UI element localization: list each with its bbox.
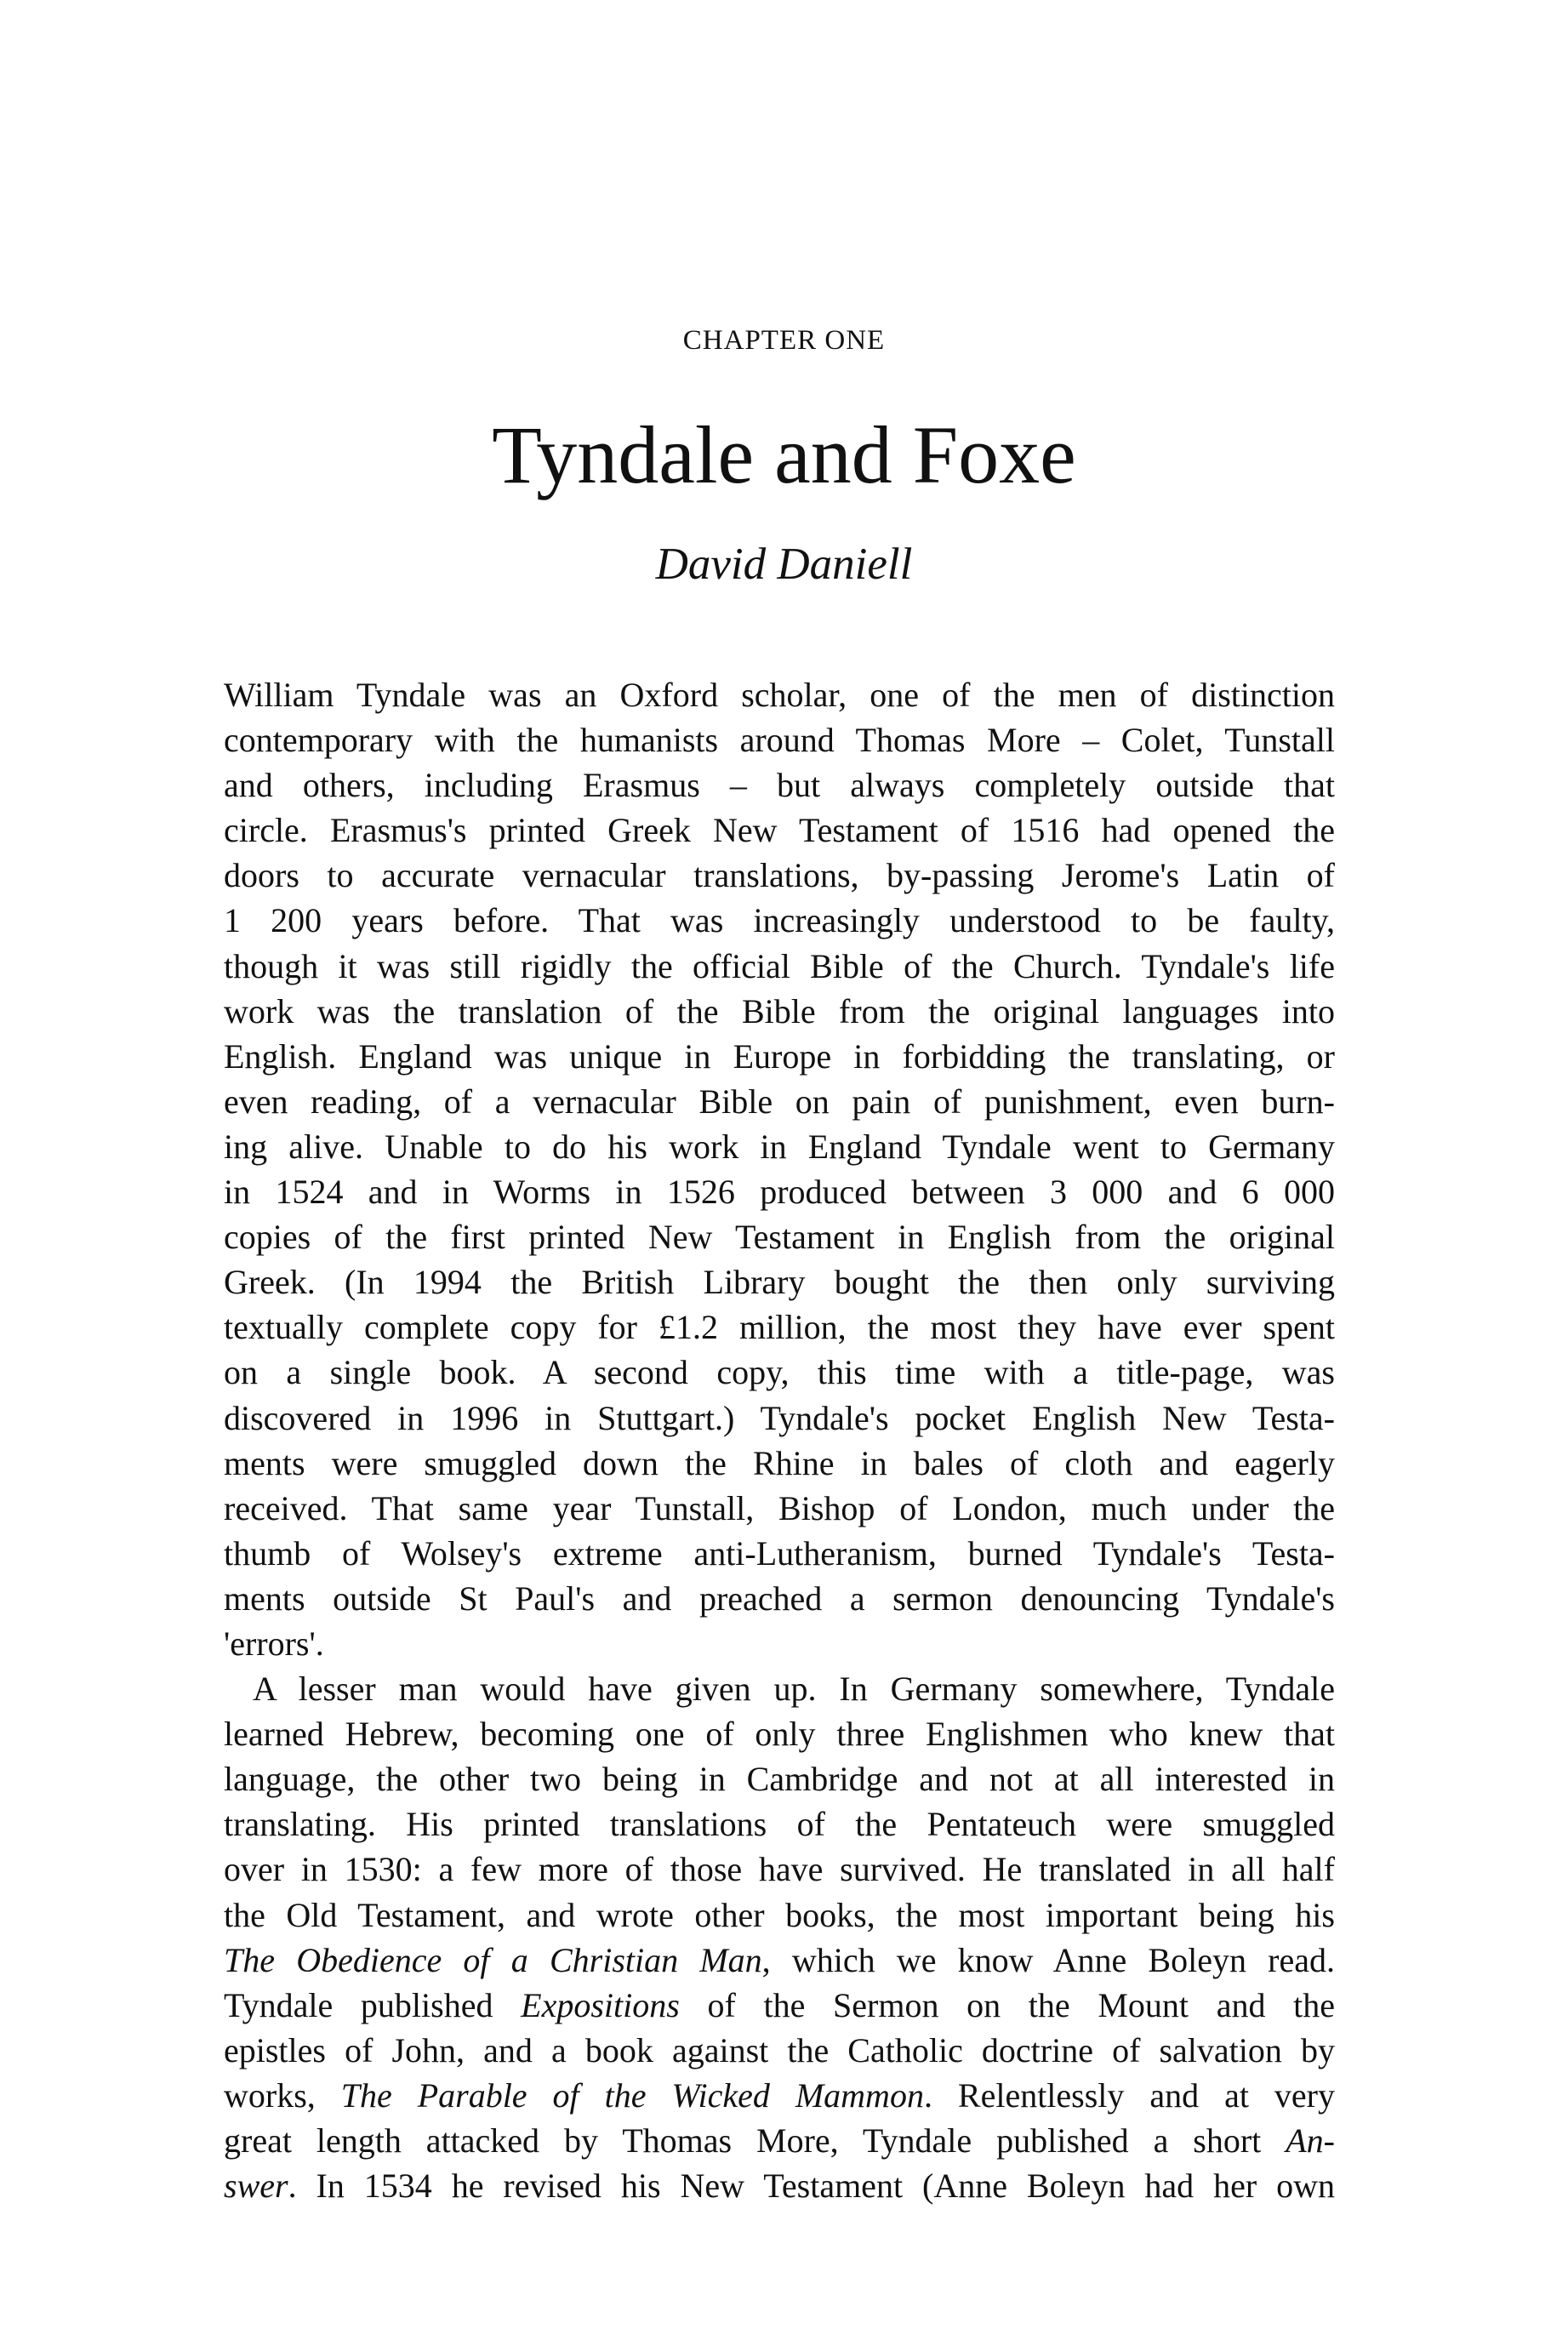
text-line: translating. His printed translations of the Pentateuch were smuggled: [224, 1805, 1335, 1844]
italic-title: swer: [224, 2166, 288, 2206]
text-line: [224, 1938, 1335, 1983]
text-line: ments were smuggled down the Rhine in bales of cloth and eagerly: [224, 1443, 1335, 1482]
text-line: [224, 2073, 1335, 2118]
text-line: circle. Erasmus's printed Greek New Testament of 1516 had opened the: [224, 811, 1335, 850]
text-line: textually complete copy for £1.2 million, the most they have ever spent: [224, 1308, 1335, 1347]
text-line: and others, including Erasmus – but always completely outside that: [224, 766, 1335, 805]
italic-title: The Obedience of a Christian Man: [224, 1940, 762, 1979]
author-name: David Daniell: [655, 539, 913, 589]
text-line: on a single book. A second copy, this time with a title-page, was: [224, 1353, 1335, 1392]
text-line: [224, 2163, 1335, 2208]
italic-title: Expositions: [521, 1985, 680, 2024]
text-line: thumb of Wolsey's extreme anti-Lutheranism, burned Tyndale's Testa-: [224, 1533, 1335, 1573]
text-line: 1 200 years before. That was increasingly understood to be faulty,: [224, 901, 1335, 940]
italic-title: The Parable of the Wicked Mammon: [340, 2075, 924, 2115]
text-line: ments outside St Paul's and preached a sermon denouncing Tyndale's: [224, 1578, 1335, 1618]
text-line: learned Hebrew, becoming one of only three Englishmen who knew that: [224, 1715, 1335, 1754]
text-line: 'errors'.: [224, 1624, 324, 1663]
text-run: works,: [224, 2075, 341, 2115]
text-run: of the Sermon on the Mount and the: [679, 1985, 1335, 2024]
text-line: ing alive. Unable to do his work in England Tyndale went to Germany: [224, 1127, 1335, 1166]
text-line: A lesser man would have given up. In Germany somewhere, Tyndale: [253, 1670, 1335, 1709]
text-line: contemporary with the humanists around Thomas More – Colet, Tunstall: [224, 721, 1335, 760]
text-line: the Old Testament, and wrote other books, the most important being his: [224, 1895, 1335, 1934]
text-line: work was the translation of the Bible from the original languages into: [224, 991, 1335, 1030]
body-text: [224, 672, 1335, 2208]
text-line: epistles of John, and a book against the Catholic doctrine of salvation by: [224, 2030, 1335, 2069]
text-line: Greek. (In 1994 the British Library bought the then only surviving: [224, 1263, 1335, 1302]
text-line: copies of the first printed New Testament in English from the original: [224, 1218, 1335, 1257]
text-line: William Tyndale was an Oxford scholar, one of the men of distinction: [224, 676, 1335, 714]
text-line: [224, 2118, 1335, 2163]
chapter-label: CHAPTER ONE: [682, 325, 886, 356]
text-run: , which we know Anne Boleyn read.: [761, 1940, 1335, 1979]
text-run: Tyndale published: [224, 1985, 522, 2024]
text-line: doors to accurate vernacular translations, by-passing Jerome's Latin of: [224, 856, 1335, 895]
text-line: even reading, of a vernacular Bible on pain of punishment, even burn-: [224, 1082, 1335, 1121]
text-line: English. England was unique in Europe in forbidding the translating, or: [224, 1036, 1335, 1076]
text-line: [224, 1983, 1335, 2028]
text-run: . Relentlessly and at very: [923, 2075, 1335, 2115]
text-run: great length attacked by Thomas More, Tyndale published a short: [224, 2121, 1286, 2160]
text-run: . In 1534 he revised his New Testament (Anne Boleyn had her own: [288, 2166, 1335, 2206]
italic-title: An-: [1286, 2121, 1335, 2160]
chapter-title: Tyndale and Foxe: [492, 409, 1076, 500]
text-line: though it was still rigidly the official Bible of the Church. Tyndale's life: [224, 946, 1335, 985]
text-line: in 1524 and in Worms in 1526 produced between 3 000 and 6 000: [224, 1173, 1335, 1212]
text-line: discovered in 1996 in Stuttgart.) Tyndale's pocket English New Testa-: [224, 1398, 1335, 1437]
text-line: language, the other two being in Cambridge and not at all interested in: [224, 1760, 1335, 1799]
text-line: received. That same year Tunstall, Bishop of London, much under the: [224, 1488, 1335, 1527]
text-line: over in 1530: a few more of those have survived. He translated in all half: [224, 1850, 1335, 1889]
